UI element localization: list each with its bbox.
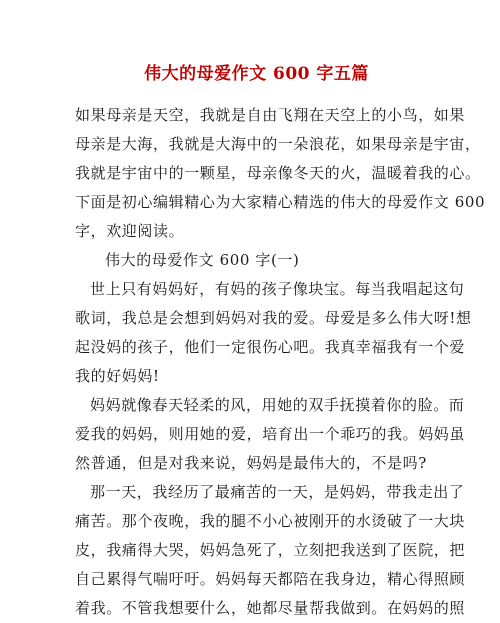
section-heading: 伟大的母爱作文 600 字(一) (105, 251, 300, 269)
paragraph-line: 那一天，我经历了最痛苦的一天，是妈妈，带我走出了 (90, 483, 465, 501)
paragraph-line: 皮，我痛得大哭，妈妈急死了，立刻把我送到了医院，把 (75, 541, 466, 559)
paragraph-line: 痛苦。那个夜晚，我的腿不小心被刚开的水烫破了一大块 (75, 512, 466, 530)
paragraph-line: 母亲是大海，我就是大海中的一朵浪花，如果母亲是宇宙， (75, 135, 481, 153)
paragraph-line: 字，欢迎阅读。 (75, 222, 185, 240)
paragraph-line: 我就是宇宙中的一颗星，母亲像冬天的火，温暖着我的心。 (75, 164, 481, 182)
paragraph-line: 世上只有妈妈好，有妈的孩子像块宝。每当我唱起这句 (90, 280, 465, 298)
paragraph-line: 歌词，我总是会想到妈妈对我的爱。母爱是多么伟大呀!想 (75, 309, 472, 327)
paragraph-line: 我的好妈妈! (75, 367, 160, 385)
paragraph-line: 下面是初心编辑精心为大家精心精选的伟大的母爱作文 600 (75, 193, 486, 211)
paragraph-line: 如果母亲是天空，我就是自由飞翔在天空上的小鸟，如果 (75, 106, 466, 124)
paragraph-line: 然普通，但是对我来说，妈妈是最伟大的，不是吗? (75, 454, 427, 472)
paragraph-line: 妈妈就像春天轻柔的风，用她的双手抚摸着你的脸。而 (90, 396, 465, 414)
document-title: 伟大的母爱作文 600 字五篇 (144, 64, 369, 84)
paragraph-line: 自己累得气喘吁吁。妈妈每天都陪在我身边，精心得照顾 (75, 570, 466, 588)
paragraph-line: 起没妈的孩子，他们一定很伤心吧。我真幸福我有一个爱 (75, 338, 466, 356)
document-body (75, 101, 486, 623)
paragraph-line: 爱我的妈妈，则用她的爱，培育出一个乖巧的我。妈妈虽 (75, 425, 466, 443)
paragraph-line: 着我。不管我想要什么，她都尽量帮我做到。在妈妈的照 (75, 599, 466, 617)
